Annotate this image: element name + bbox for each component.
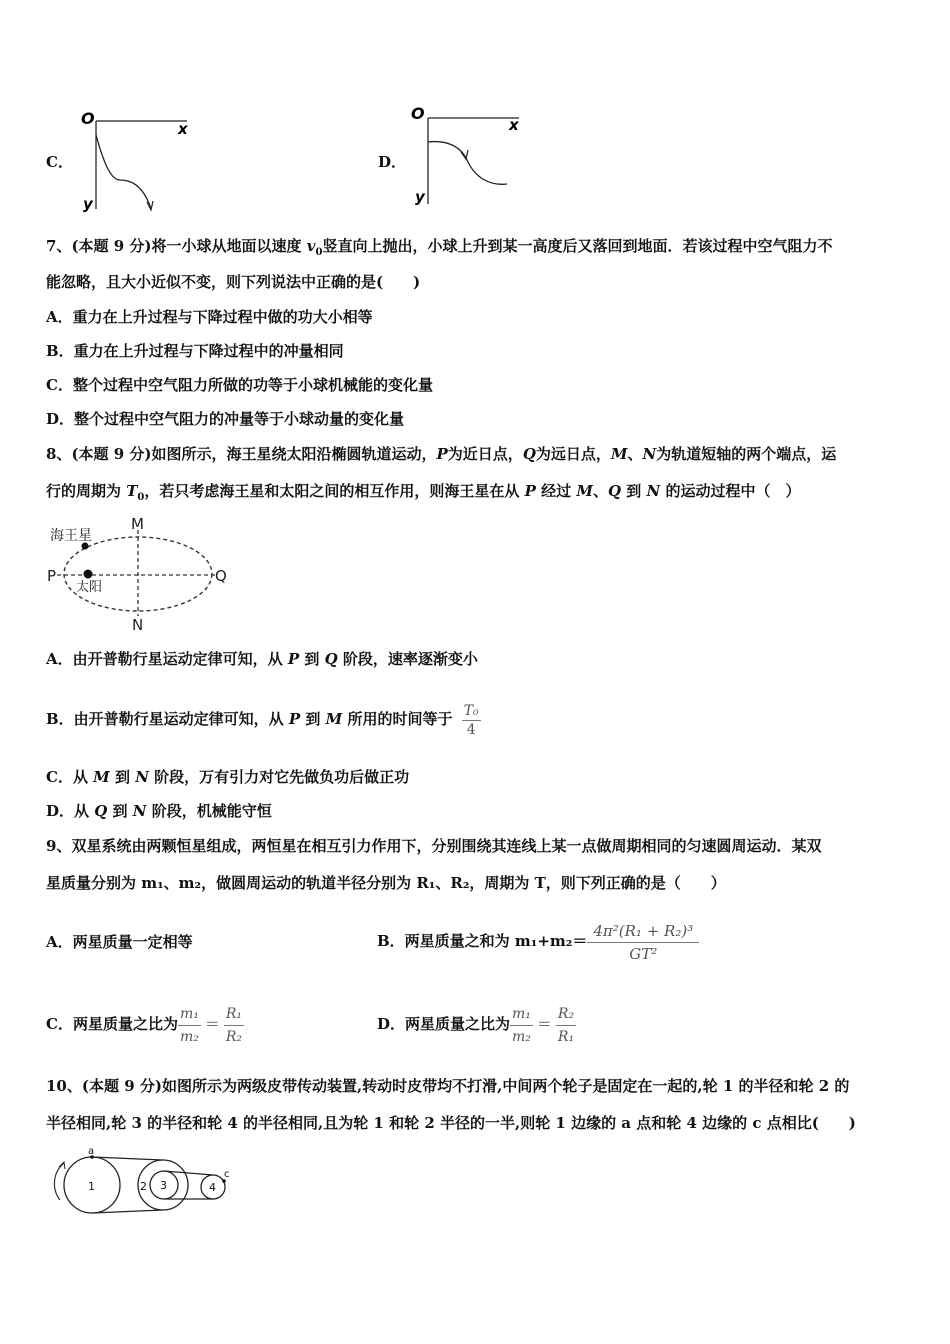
q9-line2: 星质量分别为 m₁、m₂，做圆周运动的轨道半径分别为 R₁、R₂，周期为 T，则下列正确的是（ ） [46,874,726,892]
sun-dot [84,570,93,579]
q8-b-text-c: 所用的时间等于 [342,710,453,728]
fraction-r1-r2 [224,1003,244,1048]
q9-option-a: A．两星质量一定相等 [46,933,193,951]
q7-option-c: C．整个过程中空气阻力所做的功等于小球机械能的变化量 [46,376,433,394]
q10-text-1: (本题 9 分)如图所示为两级皮带传动装置,转动时皮带均不打滑,中间两个轮子是固定在一起的,轮 1 的半径和轮 2 的 [81,1077,850,1095]
frac-num: m₁ [178,1003,201,1026]
q8-d-text-c: 阶段，机械能守恒 [146,802,272,820]
q9-line1 [46,836,821,856]
belt-drive-figure [50,1145,235,1215]
q8-text-i: 的运动过程中（ ） [660,482,801,500]
q7-text-a: (本题 9 分)将一小球从地面以速度 [71,237,307,255]
q-label: Q [215,567,227,585]
q8-d-text-b: 到 [107,802,133,820]
q8-n2: N [646,482,661,500]
q8-d-n: N [132,802,147,820]
q7-option-a: A．重力在上升过程与下降过程中做的功大小相等 [46,308,373,326]
q8-option-b [46,698,481,740]
option-d-label: D． [378,153,407,171]
q8-q: Q [522,445,536,463]
q8-text-e: 行的周期为 [46,482,127,500]
equals-sign: ＝ [536,1015,552,1033]
point-c-label: c [224,1169,230,1180]
q7-v-sub: 0 [315,247,323,258]
fraction-mass-sum [587,920,699,965]
q8-a-text-c: 阶段，速率逐渐变小 [337,650,478,668]
q8-text-h: 到 [621,482,647,500]
frac-num: 4π²(R₁ + R₂)³ [587,920,699,943]
q7-option-d: D．整个过程中空气阻力的冲量等于小球动量的变化量 [46,410,405,428]
frac-den: R₂ [225,1028,243,1045]
q8-option-d [46,801,272,821]
point-a-label: a [88,1146,95,1157]
frac-den: 4 [466,721,476,738]
n-label: N [132,616,144,634]
q8-c-text-a: C．从 [46,768,94,786]
frac-den: R₁ [557,1028,575,1045]
q8-option-a [46,649,478,669]
q8-text-d: 为轨道短轴的两个端点，运 [656,445,837,463]
q10-line2: 半径相同,轮 3 的半径和轮 4 的半径相同,且为轮 1 和轮 2 半径的一半,则轮 1 边缘的 a 点和轮 4 边缘的 c 点相比( ) [46,1114,856,1132]
q8-a-text-a: A．由开普勒行星运动定律可知，从 [46,650,288,668]
q8-m: M [610,445,628,463]
axis-origin-label: O [411,104,425,123]
frac-num: R₁ [224,1003,244,1026]
wheel-3-label: 3 [160,1179,167,1192]
q8-c-n: N [135,768,149,786]
q8-q2: Q [607,482,622,500]
q8-text-a: (本题 9 分)如图所示，海王星绕太阳沿椭圆轨道运动， [71,445,437,463]
q7-option-b: B．重力在上升过程与下降过程中的冲量相同 [46,342,344,360]
sun-label: 太阳 [76,580,103,595]
fraction-r2-r1 [556,1003,576,1048]
q8-c-text-b: 到 [109,768,136,786]
q8-b-text-b: 到 [300,710,326,728]
fraction-m1-m2 [178,1003,201,1048]
wheel-1-label: 1 [88,1180,95,1193]
fraction-t0-over-4 [462,702,481,739]
q9-option-d [377,995,576,1053]
q8-t0-sub: 0 [137,492,145,503]
q8-sep2: 、 [592,482,608,500]
frac-den: m₂ [179,1028,199,1045]
q7-line1 [46,236,832,263]
q8-line2 [46,481,800,508]
q8-p2: P [524,482,536,500]
q7-line2: 能忽略，且大小近似不变，则下列说法中正确的是( ) [46,273,421,291]
frac-num: T₀ [463,702,479,719]
m-label: M [131,515,144,533]
fraction-m1-m2 [510,1003,533,1048]
q8-c-text-c: 阶段，万有引力对它先做负功后做正功 [148,768,410,786]
frac-num: m₁ [510,1003,533,1026]
axis-y-label: y [83,195,93,213]
q10-number: 10、 [46,1077,82,1095]
q8-p: P [436,445,448,463]
q9-c-text: C．两星质量之比为 [46,1015,178,1033]
equals-sign: ＝ [204,1015,220,1033]
q8-t0: T [126,482,138,500]
q8-d-q: Q [94,802,108,820]
q8-m2: M [576,482,593,500]
frac-den: GT² [629,944,658,963]
q8-sep: 、 [627,445,643,463]
neptune-label: 海王星 [50,528,92,544]
q7-number: 7、 [46,237,72,255]
q8-d-text-a: D．从 [46,802,95,820]
p-label: P [47,567,57,585]
q8-number: 8、 [46,445,72,463]
graph-c [75,105,205,215]
q8-b-text-a: B．由开普勒行星运动定律可知，从 [46,710,289,728]
wheel-4-label: 4 [209,1181,216,1194]
q8-c-m: M [93,768,110,786]
q10-line1 [46,1076,849,1096]
q8-option-c [46,767,409,787]
q8-a-text-b: 到 [299,650,325,668]
q8-b-m: M [325,710,343,728]
q7-text-b: 竖直向上抛出，小球上升到某一高度后又落回到地面．若该过程中空气阻力不 [322,237,833,255]
axis-x-label: x [509,116,519,134]
q8-a-p: P [287,650,300,668]
q9-option-b [377,912,699,970]
wheel-2-label: 2 [140,1180,147,1193]
q8-text-g: 经过 [535,482,577,500]
q9-d-text: D．两星质量之比为 [377,1015,511,1033]
graph-d [405,100,535,210]
q8-n: N [642,445,657,463]
axis-origin-label: O [81,109,95,128]
q9-b-text: B．两星质量之和为 m₁+m₂＝ [377,932,588,950]
q7-v: v [306,237,316,255]
q8-line1 [46,444,836,464]
orbit-figure [45,512,245,637]
frac-den: m₂ [512,1028,531,1045]
q8-b-p: P [288,710,301,728]
axis-x-label: x [178,120,188,138]
option-c-label: C． [46,153,73,171]
q8-text-b: 为近日点， [447,445,523,463]
q9-option-c [46,995,244,1053]
axis-y-label: y [415,188,425,206]
q9-text-1: 双星系统由两颗恒星组成，两恒星在相互引力作用下，分别围绕其连线上某一点做周期相同的匀速圆周运动．某双 [71,837,822,855]
q8-text-f: ，若只考虑海王星和太阳之间的相互作用，则海王星在从 [144,482,525,500]
q8-a-q: Q [324,650,338,668]
q8-text-c: 为远日点， [535,445,611,463]
frac-num: R₂ [556,1003,576,1026]
q9-number: 9、 [46,837,72,855]
